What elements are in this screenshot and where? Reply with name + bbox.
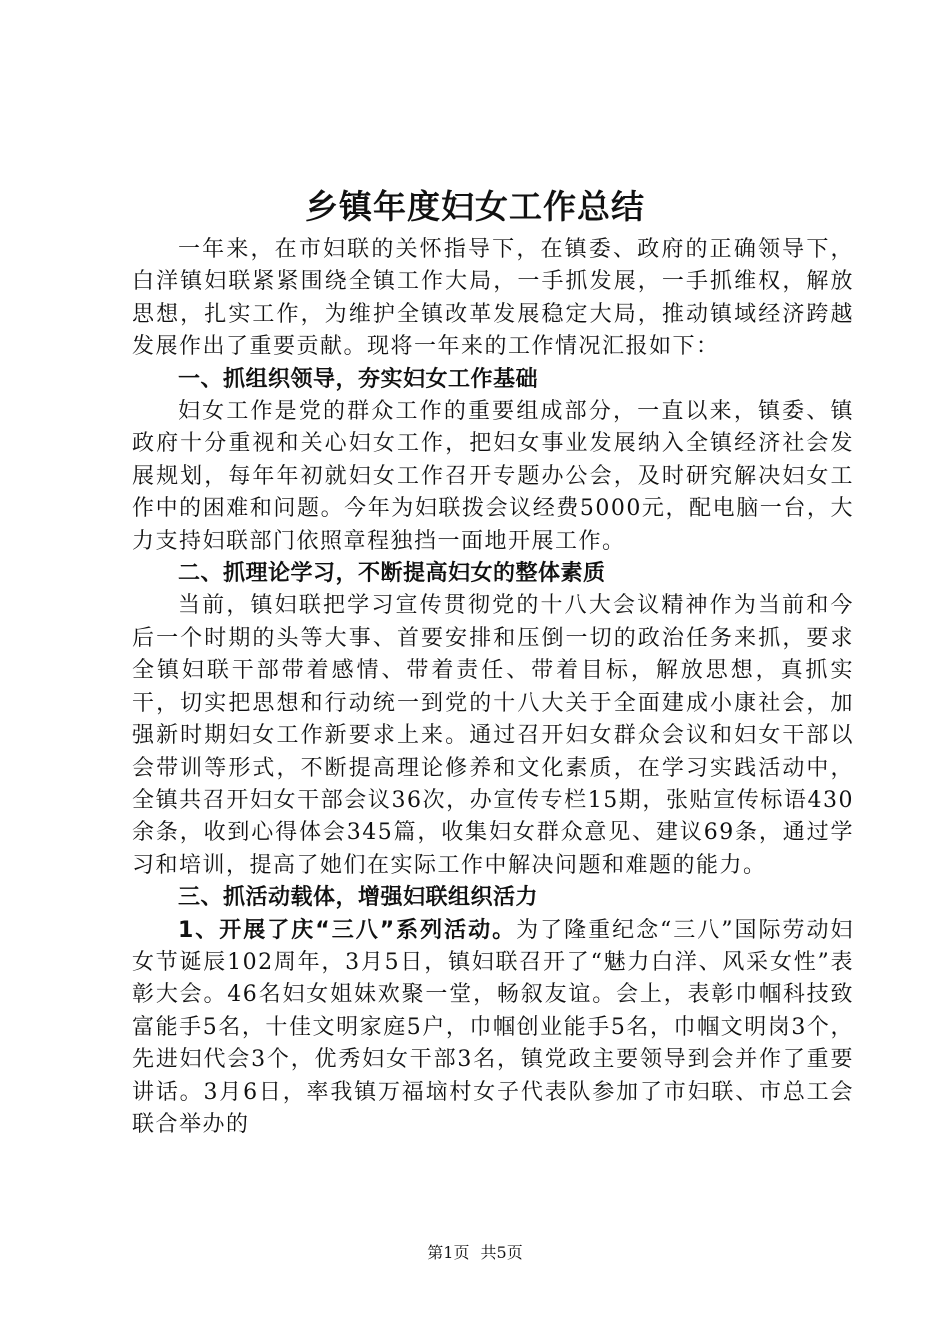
section-3-item-1-paragraph [132,915,854,1142]
section-3-heading: 三、抓活动载体，增强妇联组织活力 [178,885,539,911]
section-2-paragraph: 当前，镇妇联把学习宣传贯彻党的十八大会议精神作为当前和今后一个时期的头等大事、首要安排和压倒一切的政治任务来抓，要求全镇妇联干部带着感情、带着责任、带着目标，解放思想，真抓实干，切实把思想和行动统一到党的十八大关于全面建成小康社会，加强新时期妇女工作新要求上来。通过召开妇女群众会议和妇女干部以会带训等形式，不断提高理论修养和文化素质，在学习实践活动中，全镇共召开妇女干部会议36次，办宣传专栏15期，张贴宣传标语430余条，收到心得体会345篇，收集妇女群众意见、建议69条，通过学习和培训，提高了她们在实际工作中解决问题和难题的能力。 [132,593,854,878]
section-3-item-1-lead: 1、开展了庆“三八”系列活动。 [178,917,517,943]
page-total: 共5页 [480,1243,523,1262]
intro-paragraph: 一年来，在市妇联的关怀指导下，在镇委、政府的正确领导下，白洋镇妇联紧紧围绕全镇工作大局，一手抓发展，一手抓维权，解放思想，扎实工作，为维护全镇改革发展稳定大局，推动镇域经济跨越发展作出了重要贡献。现将一年来的工作情况汇报如下： [132,237,854,360]
document-title: 乡镇年度妇女工作总结 [305,187,645,226]
page-number: 第1页 [427,1243,470,1262]
section-3-item-1-text: 为了隆重纪念“三八”国际劳动妇女节诞辰102周年，3月5日，镇妇联召开了“魅力白洋、风采女性”表彰大会。46名妇女姐妹欢聚一堂，畅叙友谊。会上，表彰巾帼科技致富能手5名，十佳文明家庭5户，巾帼创业能手5名，巾帼文明岗3个，先进妇代会3个，优秀妇女干部3名，镇党政主要领导到会并作了重要讲话。3月6日，率我镇万福垴村女子代表队参加了市妇联、市总工会联合举办的 [132,917,854,1137]
section-1-heading: 一、抓组织领导，夯实妇女工作基础 [178,366,539,392]
section-1-paragraph: 妇女工作是党的群众工作的重要组成部分，一直以来，镇委、镇政府十分重视和关心妇女工作，把妇女事业发展纳入全镇经济社会发展规划，每年年初就妇女工作召开专题办公会，及时研究解决妇女工作中的困难和问题。今年为妇联拨会议经费5000元，配电脑一台，大力支持妇联部门依照章程独挡一面地开展工作。 [132,399,854,554]
page-footer [0,1242,950,1264]
document-body [132,234,854,1141]
section-2-heading: 二、抓理论学习，不断提高妇女的整体素质 [178,561,606,587]
